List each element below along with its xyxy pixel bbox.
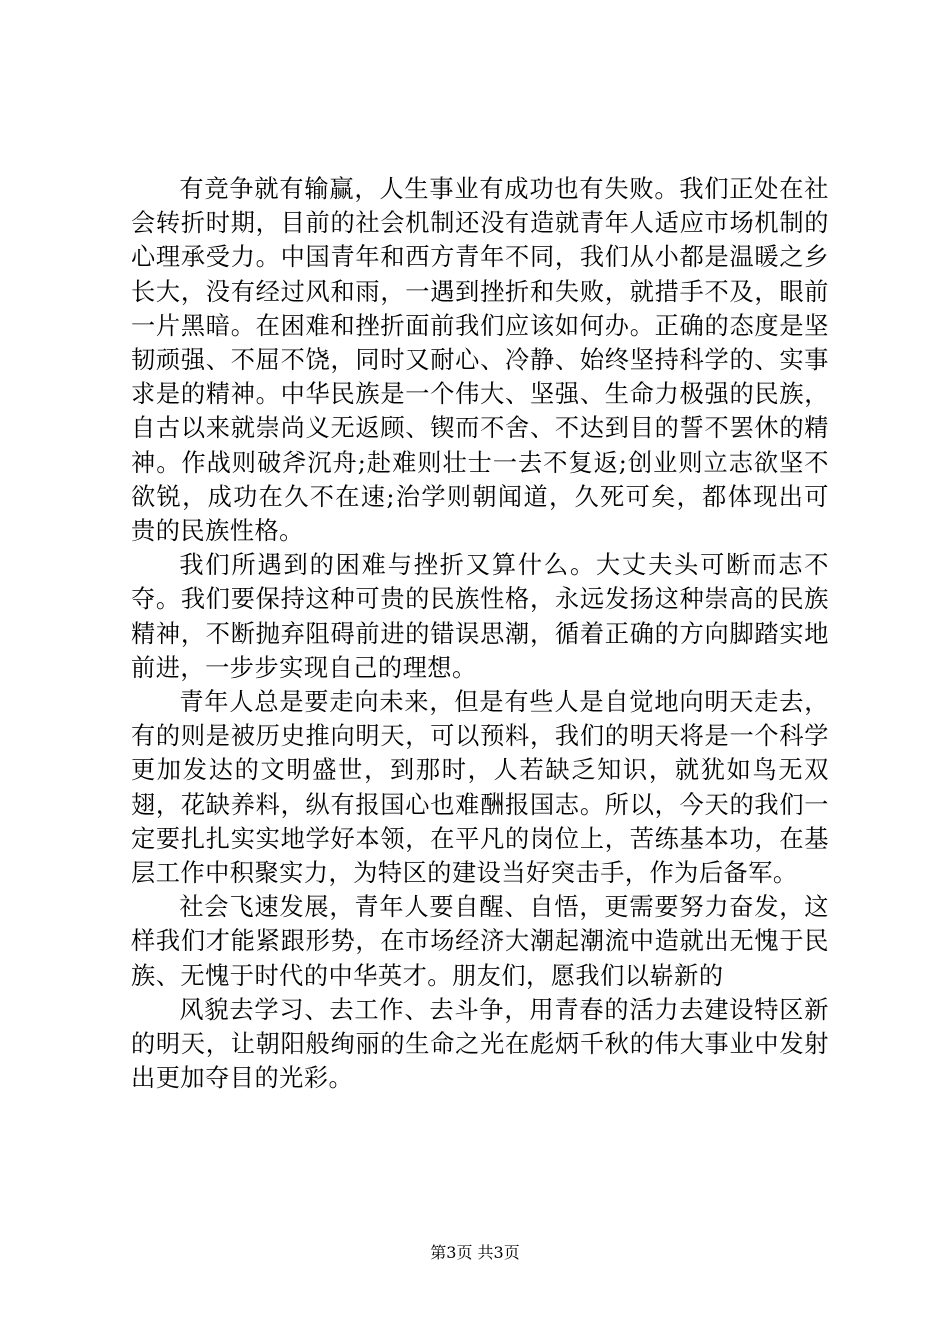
paragraph-4: 社会飞速发展，青年人要自醒、自悟，更需要努力奋发，这样我们才能紧跟形势，在市场经济大潮起潮流中造就出无愧于民族、无愧于时代的中华英才。朋友们，愿我们以崭新的 (131, 893, 829, 990)
paragraph-1: 有竞争就有输赢，人生事业有成功也有失败。我们正处在社会转折时期，目前的社会机制还没有造就青年人适应市场机制的心理承受力。中国青年和西方青年不同，我们从小都是温暖之乡长大，没有经过风和雨，一遇到挫折和失败，就措手不及，眼前一片黑暗。在困难和挫折面前我们应该如何办。正确的态度是坚韧顽强、不屈不饶，同时又耐心、冷静、始终坚持科学的、实事求是的精神。中华民族是一个伟大、坚强、生命力极强的民族，自古以来就崇尚义无返顾、锲而不舍、不达到目的誓不罢休的精神。作战则破斧沉舟;赴难则壮士一去不复返;创业则立志欲坚不欲锐，成功在久不在速;治学则朝闻道，久死可矣，都体现出可贵的民族性格。 (131, 175, 829, 546)
paragraph-5: 风貌去学习、去工作、去斗争，用青春的活力去建设特区新的明天，让朝阳般绚丽的生命之光在彪炳千秋的伟大事业中发射出更加夺目的光彩。 (131, 995, 829, 1093)
paragraph-2: 我们所遇到的困难与挫折又算什么。大丈夫头可断而志不夺。我们要保持这种可贵的民族性格，永远发扬这种崇高的民族精神，不断抛弃阻碍前进的错误思潮，循着正确的方向脚踏实地前进，一步步实现自己的理想。 (131, 551, 829, 682)
paragraph-3: 青年人总是要走向未来，但是有些人是自觉地向明天走去，有的则是被历史推向明天，可以预料，我们的明天将是一个科学更加发达的文明盛世，到那时，人若缺乏知识，就犹如鸟无双翅，花缺养料，纵有报国心也难酬报国志。所以，今天的我们一定要扎扎实实地学好本领，在平凡的岗位上，苦练基本功，在基层工作中积聚实力，为特区的建设当好突击手，作为后备军。 (131, 688, 829, 888)
body-text (131, 172, 829, 1095)
page-footer: 第3页 共3页 (430, 1243, 520, 1262)
